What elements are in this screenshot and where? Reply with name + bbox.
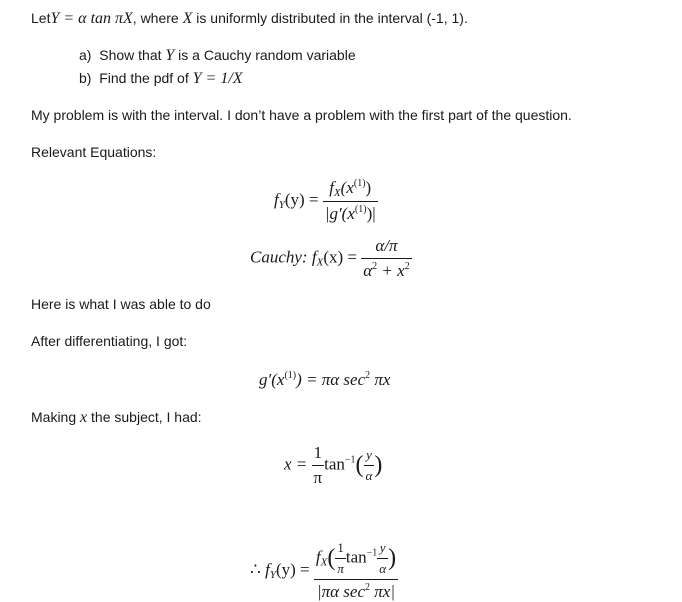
eq5-den: |πα sec [316,582,366,601]
eq1-num-close: ) [365,178,372,197]
eq5-fn-sup: −1 [366,547,378,559]
part-a-var: Y [165,47,175,64]
eq5-fraction [314,540,398,602]
eq1-lhs-arg: (y) = [284,189,319,209]
eq2-den: α [363,261,373,280]
eq1-den-close: )| [366,204,376,223]
eq2-den-sup2: 2 [404,261,410,272]
eq1-num-f: f [329,178,334,197]
therefore-symbol: ∴ [250,559,261,579]
eq2-den-plus: + x [377,261,405,280]
eq1-lhs-sub: Y [278,198,285,211]
eq5-num-f: f [315,547,321,567]
eq5-inner-fraction [377,540,388,577]
x-var: X [182,10,193,27]
eq4-den: π [312,465,325,488]
part-b [79,70,243,88]
here-text: Here is what I was able to do [31,296,211,312]
eq5-den-sup: 2 [365,582,371,593]
eq5-lhs-arg: (y) = [275,559,310,579]
eq1-den-sup: (1) [354,204,367,215]
eq3-rest: ) = πα sec [296,370,366,389]
comment: My problem is with the interval. I don’t have a problem with the first part of the question. [31,107,572,123]
equation-x-subject [284,443,382,488]
eq3-lhs: g′(x [259,370,285,389]
eq2-num: α/π [375,236,398,255]
eq4-fraction [312,443,325,488]
eq1-num-arg: (x [340,178,354,197]
making-text [31,409,202,427]
after-text: After differentiating, I got: [31,333,188,349]
eq4-fn: tan [324,454,345,474]
eq5-num-sub: X [320,556,328,569]
y-definition: Y = α tan πX [50,10,133,27]
eq5-lhs: f [265,559,270,579]
eq1-den: |g′(x [324,204,355,223]
part-a-text2: is a Cauchy random variable [174,47,356,63]
eq1-lhs: f [274,189,279,209]
part-a-text: Show that [99,47,166,63]
eq3-rest2: πx [370,370,391,389]
making-post: the subject, I had: [87,409,202,425]
eq2-fraction [361,236,411,281]
relevant-equations-label: Relevant Equations: [31,144,157,160]
eq5-fn: tan [345,547,367,567]
eq4-open-paren: ( [355,452,364,478]
eq5-small-num: 1 [337,540,344,555]
problem-statement [31,10,468,28]
eq4-lhs: x = [284,454,308,474]
making-var: x [80,409,88,426]
equation-derivative [259,370,390,390]
eq5-den-rest: πx| [370,582,396,601]
part-b-expr: Y = 1/X [192,70,243,87]
part-a-letter: a) [79,47,92,63]
eq4-num: 1 [313,443,323,462]
eq2-label-arg: (x) = [323,247,357,267]
eq5-open-paren: ( [327,545,336,571]
part-a [79,47,356,65]
eq1-num-sup: (1) [353,178,366,189]
eq2-den-sup: 2 [372,261,378,272]
eq4-inner-den: α [364,465,375,484]
interval-text: is uniformly distributed in the interval (-1, 1). [192,10,468,26]
eq5-y: y [379,540,386,555]
eq5-a: α [377,558,388,577]
equation-pdf-transform [274,178,378,224]
eq5-small-den: π [335,558,346,577]
equation-cauchy [250,236,412,281]
eq4-inner-fraction [364,447,375,484]
eq3-sup: (1) [284,370,297,381]
eq4-close-paren: ) [374,452,383,478]
eq1-fraction [323,178,378,224]
eq5-close-paren: ) [388,545,397,571]
part-b-letter: b) [79,70,92,86]
eq4-fn-sup: −1 [344,454,356,466]
eq5-lhs-sub: Y [269,568,276,581]
eq5-small-fraction [335,540,346,577]
eq2-label: Cauchy: f [250,247,317,267]
eq2-label-sub: X [316,256,324,269]
eq4-inner-num: y [366,447,372,462]
making-pre: Making [31,409,81,425]
equation-final-pdf [250,540,398,602]
eq1-num-sub: X [333,187,341,199]
where-text: , where [132,10,183,26]
eq3-sup2: 2 [365,370,371,381]
let-text: Let [31,10,51,26]
part-b-text: Find the pdf of [99,70,193,86]
